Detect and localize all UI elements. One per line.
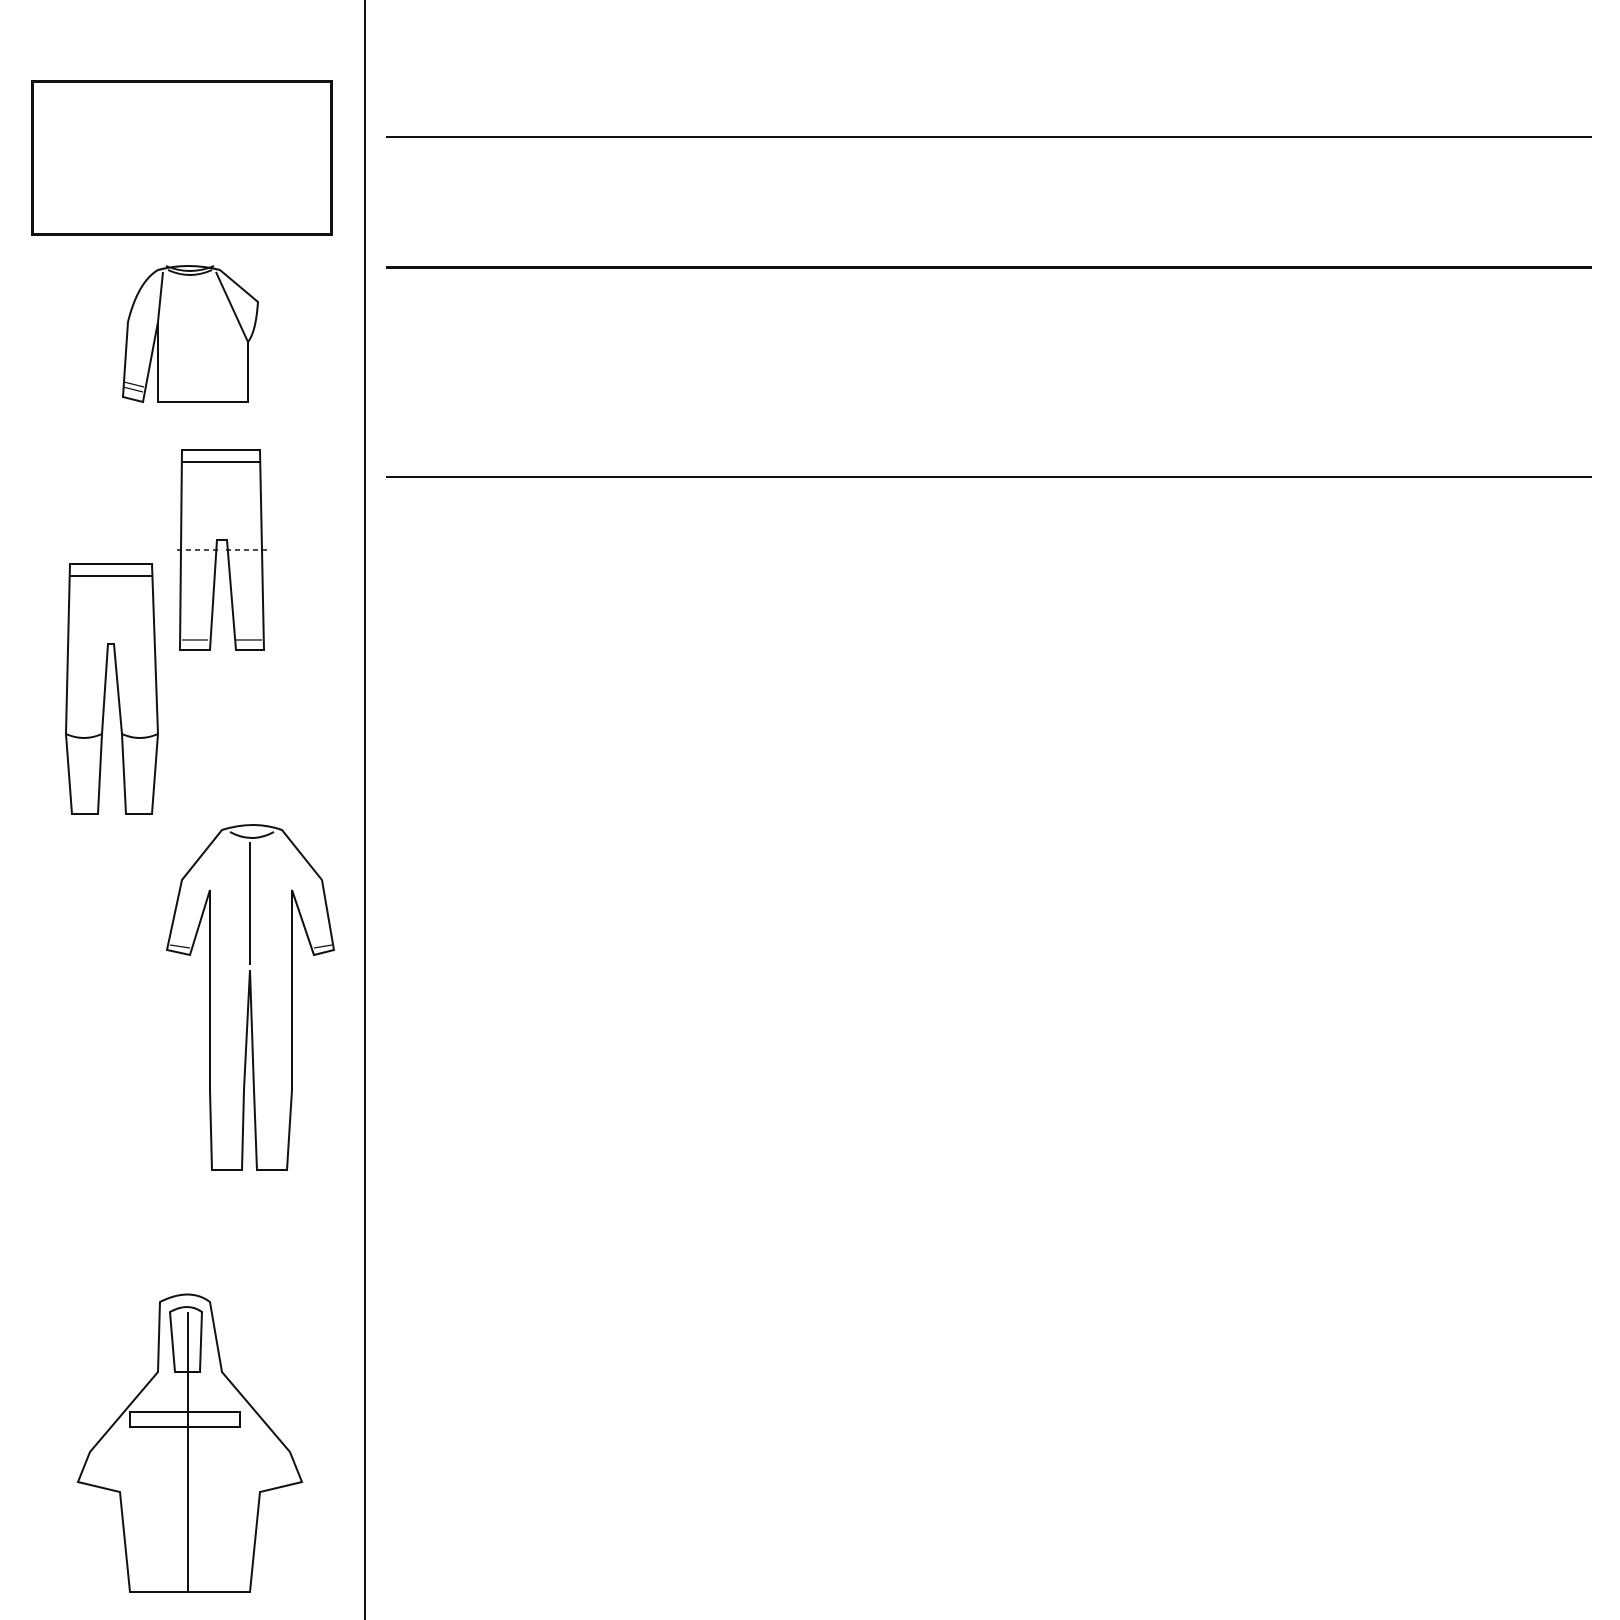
divider	[386, 136, 1592, 138]
pants-sketch-c	[172, 450, 272, 670]
body-measurements-title	[386, 274, 1596, 312]
robe-sketch	[70, 1292, 310, 1602]
spanish-instructions-box	[31, 80, 333, 236]
divider	[386, 266, 1592, 269]
sizes-row	[386, 480, 1596, 518]
divider	[386, 476, 1592, 478]
pants-sketch-a	[62, 564, 162, 834]
left-column	[0, 0, 362, 1620]
column-divider	[364, 0, 366, 1620]
sleeper-sketch	[162, 820, 342, 1180]
top-sketch	[108, 262, 268, 402]
